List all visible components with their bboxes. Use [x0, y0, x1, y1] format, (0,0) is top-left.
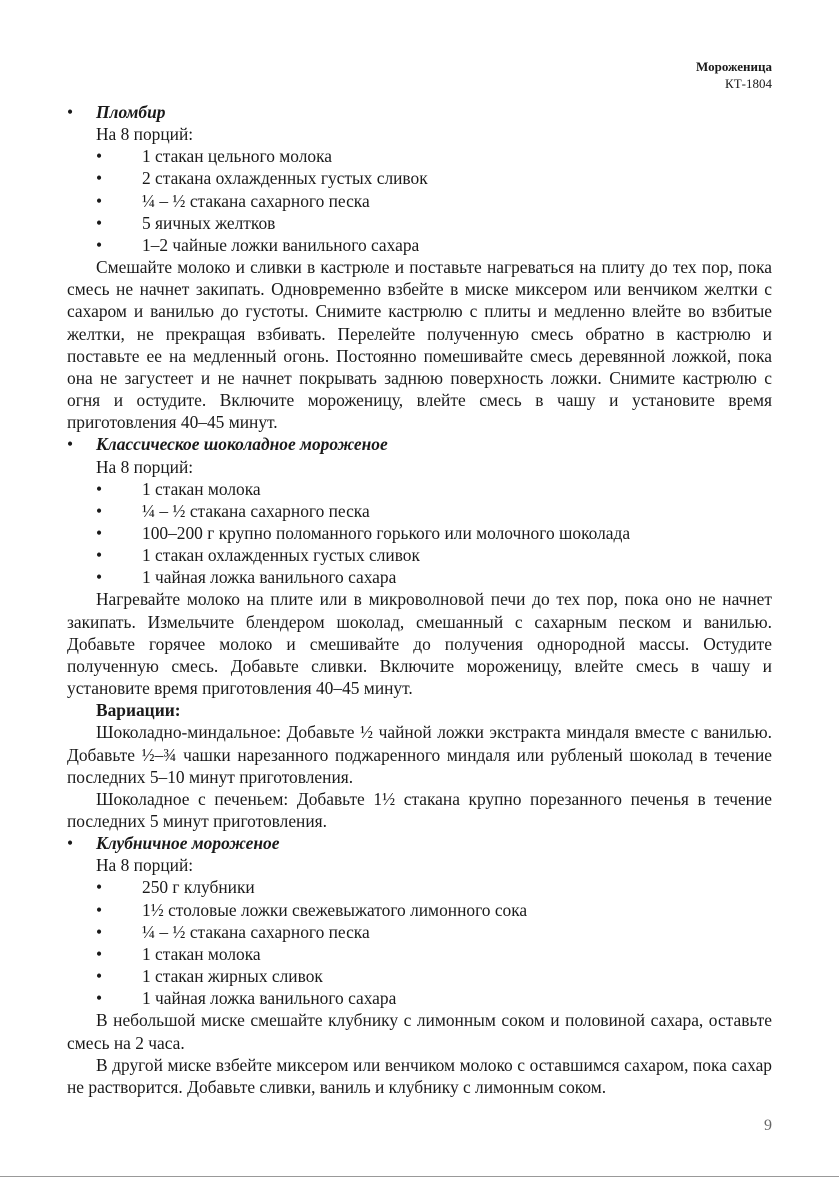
ingredient-item: • 1–2 чайные ложки ванильного сахара [96, 234, 420, 255]
instructions-paragraph: В небольшой миске смешайте клубнику с лимонным соком и половиной сахара, оставьте смесь на 2 часа. [67, 1010, 772, 1053]
ingredient-item: • 2 стакана охлажденных густых сливок [96, 168, 428, 189]
ingredient-item: • 1 стакан молока [96, 478, 261, 499]
section-heading [67, 832, 772, 854]
section-title: Пломбир [96, 102, 166, 122]
ingredient-item: • 1 чайная ложка ванильного сахара [96, 988, 397, 1009]
ingredients-list [96, 478, 772, 589]
ingredient-item: • 1 стакан цельного молока [96, 146, 332, 167]
ingredient-item: • 100–200 г крупно поломанного горького или молочного шоколада [96, 522, 631, 543]
variations-heading: Вариации: [96, 700, 181, 721]
ingredient-item: • ¼ – ½ стакана сахарного песка [96, 500, 370, 521]
section-title: Клубничное мороженое [96, 833, 280, 854]
ingredients-list [96, 876, 772, 1009]
instructions-paragraph: Нагревайте молоко на плите или в микроволновой печи до тех пор, пока оно не начнет закипать. Измельчите блендером шоколад, смешанный с сахарным песком и ванилью. Добавьте горячее молоко и смешивайте до получения однородной массы. Остудите полученную смесь. Добавьте сливки. Включите мороженицу, влейте смесь в чашу и установите время приготовления 40–45 минут. [67, 589, 772, 699]
page-header [696, 58, 772, 92]
ingredient-item: • 1 стакан охлажденных густых сливок [96, 545, 420, 566]
servings: На 8 порций: [96, 855, 194, 876]
page-content [67, 101, 772, 1098]
recipe-plombir [67, 101, 772, 433]
servings: На 8 порций: [96, 456, 194, 477]
section-heading [67, 433, 772, 455]
bullet: • [67, 833, 74, 854]
section-heading [67, 101, 772, 123]
instructions-paragraph: В другой миске взбейте миксером или венчиком молоко с оставшимся сахаром, пока сахар не растворится. Добавьте сливки, ваниль и клубнику с лимонным соком. [67, 1054, 772, 1097]
servings: На 8 порций: [96, 124, 194, 145]
ingredient-item: • 1½ столовые ложки свежевыжатого лимонного сока [96, 899, 528, 920]
product-title: Мороженица [695, 59, 772, 74]
ingredients-list [96, 145, 772, 256]
bottom-divider [0, 1176, 839, 1177]
recipe-chocolate [67, 433, 772, 832]
recipe-strawberry [67, 832, 772, 1098]
ingredient-item: • ¼ – ½ стакана сахарного песка [96, 921, 370, 942]
ingredient-item: • 1 стакан молока [96, 943, 261, 964]
variation-paragraph: Шоколадно-миндальное: Добавьте ½ чайной ложки экстракта миндаля вместе с ванилью. Добавьте ½–¾ чашки нарезанного поджаренного миндаля или рубленый шоколад в течение последних 5–10 минут приготовления. [67, 722, 772, 787]
ingredient-item: • 250 г клубники [96, 877, 255, 898]
instructions-paragraph: Смешайте молоко и сливки в кастрюле и поставьте нагреваться на плиту до тех пор, пока смесь не начнет закипать. Одновременно взбейте в миске миксером или венчиком желтки с сахаром и ванилью до густоты. Снимите кастрюлю с плиты и медленно влейте во взбитые желтки, не прекращая взбивать. Перелейте полученную смесь обратно в кастрюлю и поставьте ее на медленный огонь. Постоянно помешивайте смесь деревянной ложкой, пока она не загустеет и не начнет покрывать заднюю поверхность ложки. Снимите кастрюлю с огня и остудите. Включите мороженицу, влейте смесь в чашу и установите время приготовления 40–45 минут. [67, 257, 772, 433]
ingredient-item: • 5 яичных желтков [96, 212, 276, 233]
ingredient-item: • 1 стакан жирных сливок [96, 966, 323, 987]
section-title: Классическое шоколадное мороженое [96, 434, 388, 455]
variation-paragraph: Шоколадное с печеньем: Добавьте 1½ стакана крупно порезанного печенья в течение последних 5 минут приготовления. [67, 788, 772, 831]
page-number: 9 [764, 1117, 772, 1134]
bullet: • [67, 434, 74, 455]
bullet: • [67, 102, 74, 122]
product-model: КТ-1804 [725, 76, 772, 91]
ingredient-item: • ¼ – ½ стакана сахарного песка [96, 190, 370, 211]
ingredient-item: • 1 чайная ложка ванильного сахара [96, 567, 397, 588]
